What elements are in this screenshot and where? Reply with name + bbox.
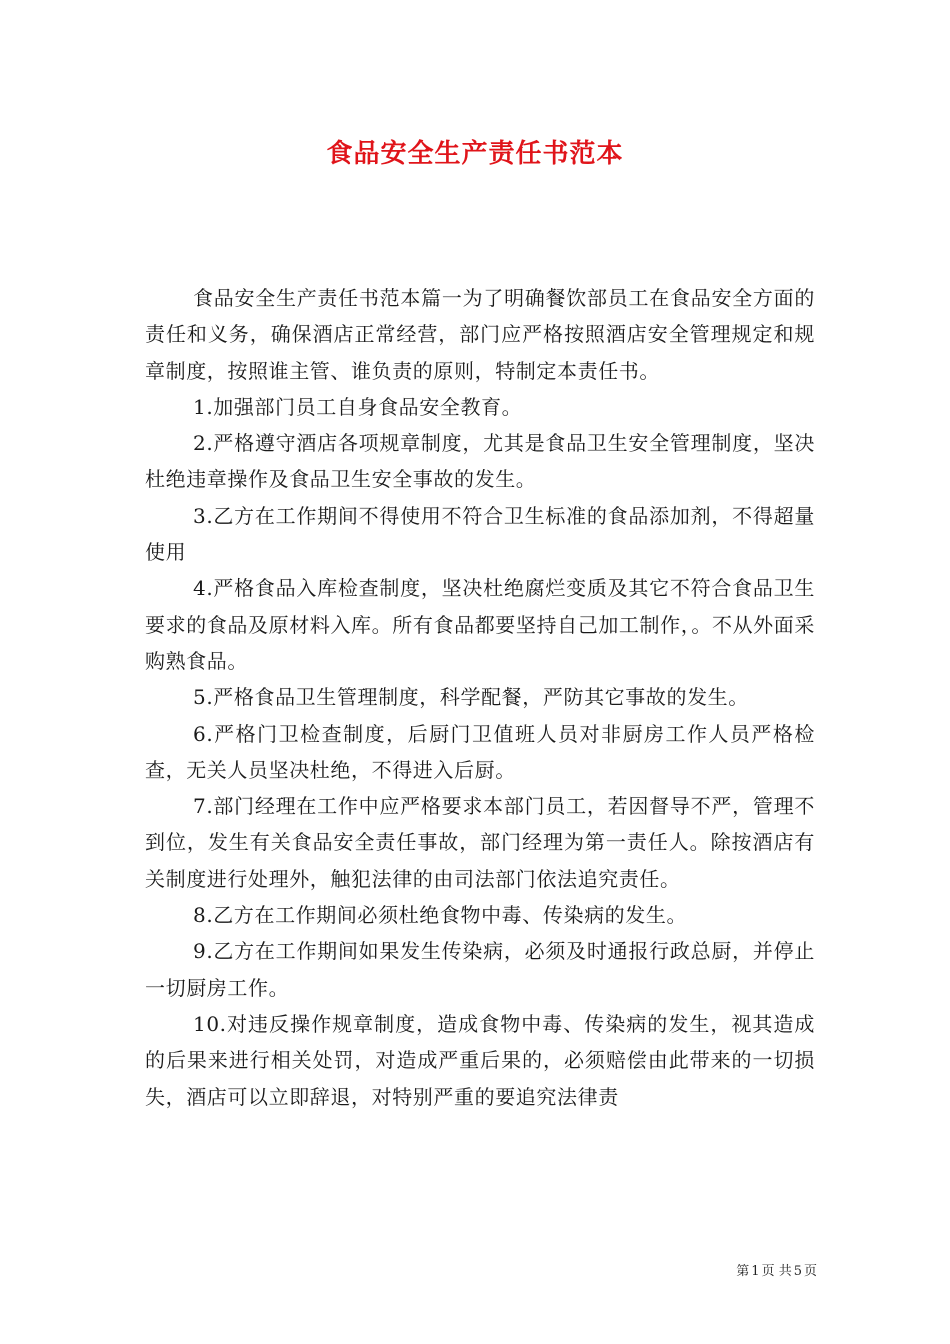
clause-4: 4.严格食品入库检查制度，坚决杜绝腐烂变质及其它不符合食品卫生要求的食品及原材料入库。所有食品都要坚持自己加工制作，。不从外面采购熟食品。 xyxy=(145,576,815,673)
intro-paragraph: 食品安全生产责任书范本篇一为了明确餐饮部员工在食品安全方面的责任和义务，确保酒店正常经营，部门应严格按照酒店安全管理规定和规章制度，按照谁主管、谁负责的原则，特制定本责任书。 xyxy=(145,286,815,383)
footer-prefix: 第 xyxy=(736,1264,750,1279)
document-title: 食品安全生产责任书范本 xyxy=(326,139,624,169)
document-body xyxy=(145,280,815,1115)
clause-9: 9.乙方在工作期间如果发生传染病，必须及时通报行政总厨，并停止一切厨房工作。 xyxy=(145,939,815,1000)
clause-7: 7.部门经理在工作中应严格要求本部门员工，若因督导不严，管理不到位，发生有关食品安全责任事故，部门经理为第一责任人。除按酒店有关制度进行处理外，触犯法律的由司法部门依法追究责任。 xyxy=(145,794,815,891)
footer-suffix: 页 xyxy=(803,1264,817,1279)
clause-5: 5.严格食品卫生管理制度，科学配餐，严防其它事故的发生。 xyxy=(193,685,749,710)
footer-middle: 页 共 xyxy=(761,1264,792,1279)
clause-1: 1.加强部门员工自身食品安全教育。 xyxy=(193,394,523,419)
clause-10: 10.对违反操作规章制度，造成食物中毒、传染病的发生，视其造成的后果来进行相关处罚，对造成严重后果的，必须赔偿由此带来的一切损失，酒店可以立即辞退，对特别严重的要追究法律责 xyxy=(145,1011,815,1109)
clause-8: 8.乙方在工作期间必须杜绝食物中毒、传染病的发生。 xyxy=(193,903,688,928)
page-total: 5 xyxy=(793,1264,802,1279)
page-footer xyxy=(735,1260,818,1279)
clause-6: 6.严格门卫检查制度，后厨门卫值班人员对非厨房工作人员严格检查，无关人员坚决杜绝，不得进入后厨。 xyxy=(145,721,815,782)
page-number: 1 xyxy=(751,1264,760,1279)
clause-2: 2.严格遵守酒店各项规章制度，尤其是食品卫生安全管理制度，坚决杜绝违章操作及食品卫生安全事故的发生。 xyxy=(145,431,815,492)
clause-3: 3.乙方在工作期间不得使用不符合卫生标准的食品添加剂，不得超量使用 xyxy=(145,503,815,565)
